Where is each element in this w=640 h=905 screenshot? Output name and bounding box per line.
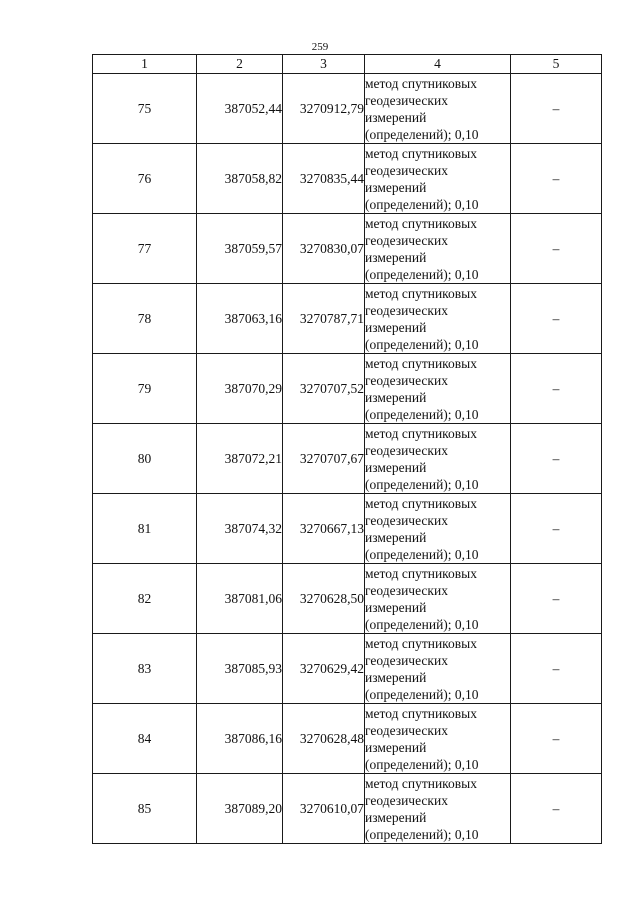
x-coordinate-cell: 387063,16	[197, 284, 283, 354]
column-header-1: 1	[93, 55, 197, 74]
x-coordinate-cell: 387074,32	[197, 494, 283, 564]
method-cell	[365, 284, 511, 354]
method-line: измерений	[365, 739, 427, 755]
method-line: метод спутниковых	[365, 565, 477, 581]
method-line: (определений); 0,10	[365, 826, 479, 842]
table-row	[93, 564, 602, 634]
y-coordinate-cell: 3270610,07	[283, 774, 365, 844]
method-line: измерений	[365, 319, 427, 335]
method-line: измерений	[365, 669, 427, 685]
table-row	[93, 424, 602, 494]
method-line: (определений); 0,10	[365, 686, 479, 702]
method-line: метод спутниковых	[365, 355, 477, 371]
x-coordinate-cell: 387059,57	[197, 214, 283, 284]
method-line: (определений); 0,10	[365, 406, 479, 422]
point-number-cell: 81	[93, 494, 197, 564]
method-line: геодезических	[365, 722, 448, 738]
method-cell	[365, 354, 511, 424]
method-line: метод спутниковых	[365, 775, 477, 791]
method-line: геодезических	[365, 582, 448, 598]
method-line: (определений); 0,10	[365, 266, 479, 282]
x-coordinate-cell: 387070,29	[197, 354, 283, 424]
x-coordinate-cell: 387086,16	[197, 704, 283, 774]
method-line: метод спутниковых	[365, 75, 477, 91]
table-row	[93, 74, 602, 144]
table-row	[93, 144, 602, 214]
method-cell	[365, 144, 511, 214]
y-coordinate-cell: 3270830,07	[283, 214, 365, 284]
description-cell: –	[511, 284, 602, 354]
description-cell: –	[511, 214, 602, 284]
method-line: (определений); 0,10	[365, 616, 479, 632]
y-coordinate-cell: 3270835,44	[283, 144, 365, 214]
method-cell	[365, 74, 511, 144]
method-line: метод спутниковых	[365, 705, 477, 721]
method-cell	[365, 214, 511, 284]
table-row	[93, 214, 602, 284]
description-cell: –	[511, 774, 602, 844]
column-header-4: 4	[365, 55, 511, 74]
method-line: геодезических	[365, 512, 448, 528]
x-coordinate-cell: 387081,06	[197, 564, 283, 634]
method-line: (определений); 0,10	[365, 196, 479, 212]
point-number-cell: 85	[93, 774, 197, 844]
y-coordinate-cell: 3270667,13	[283, 494, 365, 564]
description-cell: –	[511, 704, 602, 774]
column-header-3: 3	[283, 55, 365, 74]
y-coordinate-cell: 3270628,48	[283, 704, 365, 774]
description-cell: –	[511, 634, 602, 704]
x-coordinate-cell: 387072,21	[197, 424, 283, 494]
x-coordinate-cell: 387085,93	[197, 634, 283, 704]
point-number-cell: 80	[93, 424, 197, 494]
method-line: (определений); 0,10	[365, 476, 479, 492]
method-line: геодезических	[365, 162, 448, 178]
table-body	[93, 74, 602, 844]
method-line: метод спутниковых	[365, 285, 477, 301]
y-coordinate-cell: 3270787,71	[283, 284, 365, 354]
table-header-row	[93, 55, 602, 74]
x-coordinate-cell: 387058,82	[197, 144, 283, 214]
page-number: 259	[311, 41, 329, 53]
point-number-cell: 84	[93, 704, 197, 774]
y-coordinate-cell: 3270707,67	[283, 424, 365, 494]
table-row	[93, 354, 602, 424]
method-line: геодезических	[365, 372, 448, 388]
method-cell	[365, 424, 511, 494]
point-number-cell: 76	[93, 144, 197, 214]
point-number-cell: 79	[93, 354, 197, 424]
table-row	[93, 704, 602, 774]
method-line: измерений	[365, 179, 427, 195]
method-line: измерений	[365, 529, 427, 545]
table-row	[93, 494, 602, 564]
point-number-cell: 82	[93, 564, 197, 634]
method-cell	[365, 494, 511, 564]
table-row	[93, 634, 602, 704]
table-row	[93, 774, 602, 844]
method-line: метод спутниковых	[365, 425, 477, 441]
method-line: геодезических	[365, 652, 448, 668]
method-line: метод спутниковых	[365, 215, 477, 231]
description-cell: –	[511, 144, 602, 214]
method-line: (определений); 0,10	[365, 546, 479, 562]
method-cell	[365, 564, 511, 634]
point-number-cell: 75	[93, 74, 197, 144]
y-coordinate-cell: 3270629,42	[283, 634, 365, 704]
method-line: измерений	[365, 249, 427, 265]
x-coordinate-cell: 387089,20	[197, 774, 283, 844]
description-cell: –	[511, 494, 602, 564]
point-number-cell: 78	[93, 284, 197, 354]
method-line: (определений); 0,10	[365, 336, 479, 352]
method-line: геодезических	[365, 792, 448, 808]
y-coordinate-cell: 3270912,79	[283, 74, 365, 144]
method-line: измерений	[365, 809, 427, 825]
method-cell	[365, 704, 511, 774]
description-cell: –	[511, 564, 602, 634]
method-line: геодезических	[365, 442, 448, 458]
method-line: метод спутниковых	[365, 495, 477, 511]
method-cell	[365, 634, 511, 704]
coordinates-table	[92, 54, 602, 844]
x-coordinate-cell: 387052,44	[197, 74, 283, 144]
table-row	[93, 284, 602, 354]
method-line: измерений	[365, 389, 427, 405]
method-line: (определений); 0,10	[365, 126, 479, 142]
point-number-cell: 77	[93, 214, 197, 284]
method-line: измерений	[365, 459, 427, 475]
method-line: измерений	[365, 109, 427, 125]
method-line: измерений	[365, 599, 427, 615]
method-line: геодезических	[365, 232, 448, 248]
y-coordinate-cell: 3270707,52	[283, 354, 365, 424]
method-line: метод спутниковых	[365, 635, 477, 651]
y-coordinate-cell: 3270628,50	[283, 564, 365, 634]
description-cell: –	[511, 424, 602, 494]
method-line: (определений); 0,10	[365, 756, 479, 772]
column-header-2: 2	[197, 55, 283, 74]
method-line: метод спутниковых	[365, 145, 477, 161]
column-header-5: 5	[511, 55, 602, 74]
method-cell	[365, 774, 511, 844]
description-cell: –	[511, 74, 602, 144]
method-line: геодезических	[365, 92, 448, 108]
point-number-cell: 83	[93, 634, 197, 704]
description-cell: –	[511, 354, 602, 424]
method-line: геодезических	[365, 302, 448, 318]
